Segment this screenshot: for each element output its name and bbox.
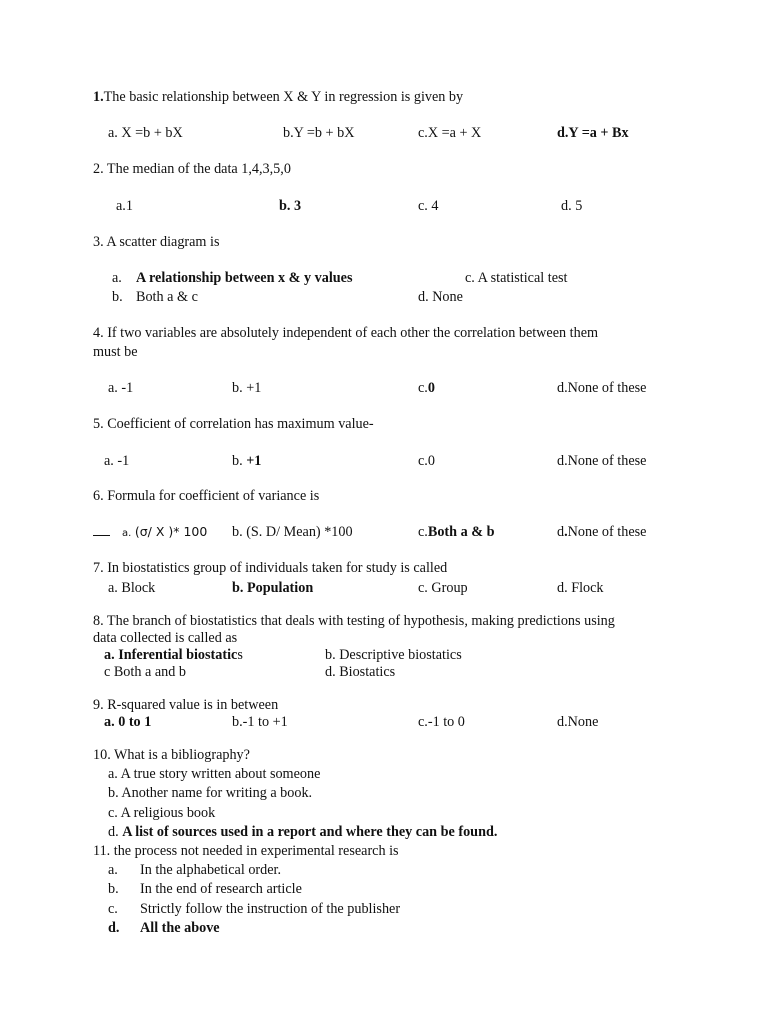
option-d: d.None bbox=[557, 714, 599, 730]
option-d bbox=[557, 525, 646, 539]
option-prefix: d bbox=[557, 524, 565, 540]
option-c-answer bbox=[418, 525, 494, 539]
question-1 bbox=[93, 90, 463, 104]
option-c-answer bbox=[418, 381, 435, 395]
option-b: b.-1 to +1 bbox=[232, 714, 288, 730]
option-c: c Both a and b bbox=[104, 664, 186, 680]
option-c: Strictly follow the instruction of the publisher bbox=[140, 901, 401, 917]
question-11: 11. the process not needed in experimental research is bbox=[93, 843, 399, 859]
option-b-answer: b. 3 bbox=[279, 198, 302, 214]
option-value: 0 bbox=[427, 380, 435, 396]
option-a-answer: a. 0 to 1 bbox=[104, 714, 152, 730]
option-c-marker: c. bbox=[108, 901, 118, 917]
option-a: a. Block bbox=[108, 580, 156, 596]
option-a: In the alphabetical order. bbox=[140, 862, 282, 878]
option-c: c.0 bbox=[418, 453, 435, 469]
option-d: d.None of these bbox=[557, 453, 647, 469]
option-value: A list of sources used in a report and where they can be found. bbox=[122, 824, 498, 840]
option-d-marker: d. bbox=[108, 920, 120, 936]
option-d-answer: All the above bbox=[140, 920, 220, 936]
question-number: 1. bbox=[93, 89, 104, 105]
question-5: 5. Coefficient of correlation has maximum value- bbox=[93, 416, 374, 432]
option-value: a. Inferential biostatic bbox=[104, 647, 238, 663]
option-prefix: a. bbox=[122, 528, 132, 539]
question-2: 2. The median of the data 1,4,3,5,0 bbox=[93, 161, 291, 177]
option-prefix: c. bbox=[418, 524, 428, 540]
option-b: Both a & c bbox=[136, 289, 198, 305]
option-b-marker: b. bbox=[112, 289, 123, 305]
option-d: d. Flock bbox=[557, 580, 604, 596]
option-a-answer bbox=[104, 648, 243, 662]
question-4-line-2: must be bbox=[93, 344, 138, 360]
option-a: a. -1 bbox=[104, 453, 130, 469]
option-d: d. 5 bbox=[561, 198, 583, 214]
option-b: b. (S. D/ Mean) *100 bbox=[232, 524, 353, 540]
option-d: d. Biostatics bbox=[325, 664, 396, 680]
option-c: c. A religious book bbox=[108, 805, 216, 821]
question-6: 6. Formula for coefficient of variance is bbox=[93, 488, 320, 504]
option-a: a.1 bbox=[116, 198, 133, 214]
question-10: 10. What is a bibliography? bbox=[93, 747, 250, 763]
option-value: +1 bbox=[246, 453, 262, 469]
option-c: c.X =a + X bbox=[418, 125, 482, 141]
option-b: In the end of research article bbox=[140, 881, 302, 897]
question-7: 7. In biostatistics group of individuals taken for study is called bbox=[93, 560, 448, 576]
option-d-answer bbox=[108, 825, 497, 839]
option-formula: (σ/ X )* 100 bbox=[134, 524, 208, 539]
option-b: b. Descriptive biostatics bbox=[325, 647, 462, 663]
question-8-line-2: data collected is called as bbox=[93, 630, 238, 646]
option-a bbox=[122, 525, 207, 539]
option-a-marker: a. bbox=[112, 270, 122, 286]
option-b: b.Y =b + bX bbox=[283, 125, 355, 141]
option-c: c. 4 bbox=[418, 198, 439, 214]
option-c: c.-1 to 0 bbox=[418, 714, 465, 730]
option-a-answer: A relationship between x & y values bbox=[136, 270, 353, 286]
option-d: d. None bbox=[418, 289, 463, 305]
option-dot: . bbox=[564, 524, 568, 540]
option-c: c. A statistical test bbox=[465, 270, 568, 286]
answer-blank-line bbox=[93, 535, 110, 536]
option-b-answer bbox=[232, 454, 261, 468]
option-tail: s bbox=[237, 647, 243, 663]
option-d-answer: d.Y =a + Bx bbox=[557, 125, 629, 141]
option-a: a. X =b + bX bbox=[108, 125, 183, 141]
option-b: b. Another name for writing a book. bbox=[108, 785, 313, 801]
option-value: Both a & b bbox=[427, 524, 495, 540]
option-a: a. A true story written about someone bbox=[108, 766, 321, 782]
question-4-line-1: 4. If two variables are absolutely independent of each other the correlation between them bbox=[93, 325, 599, 341]
option-c: c. Group bbox=[418, 580, 468, 596]
option-b: b. +1 bbox=[232, 380, 262, 396]
option-d: d.None of these bbox=[557, 380, 647, 396]
option-a-marker: a. bbox=[108, 862, 118, 878]
question-9: 9. R-squared value is in between bbox=[93, 697, 279, 713]
option-a: a. -1 bbox=[108, 380, 134, 396]
option-b-answer: b. Population bbox=[232, 580, 314, 596]
question-text: The basic relationship between X & Y in regression is given by bbox=[103, 89, 464, 105]
option-b-marker: b. bbox=[108, 881, 119, 897]
option-prefix: d. bbox=[108, 824, 123, 840]
option-prefix: c. bbox=[418, 380, 428, 396]
question-8-line-1: 8. The branch of biostatistics that deals with testing of hypothesis, making predictions using bbox=[93, 613, 615, 629]
option-value: None of these bbox=[567, 524, 647, 540]
option-prefix: b. bbox=[232, 453, 247, 469]
question-3: 3. A scatter diagram is bbox=[93, 234, 220, 250]
